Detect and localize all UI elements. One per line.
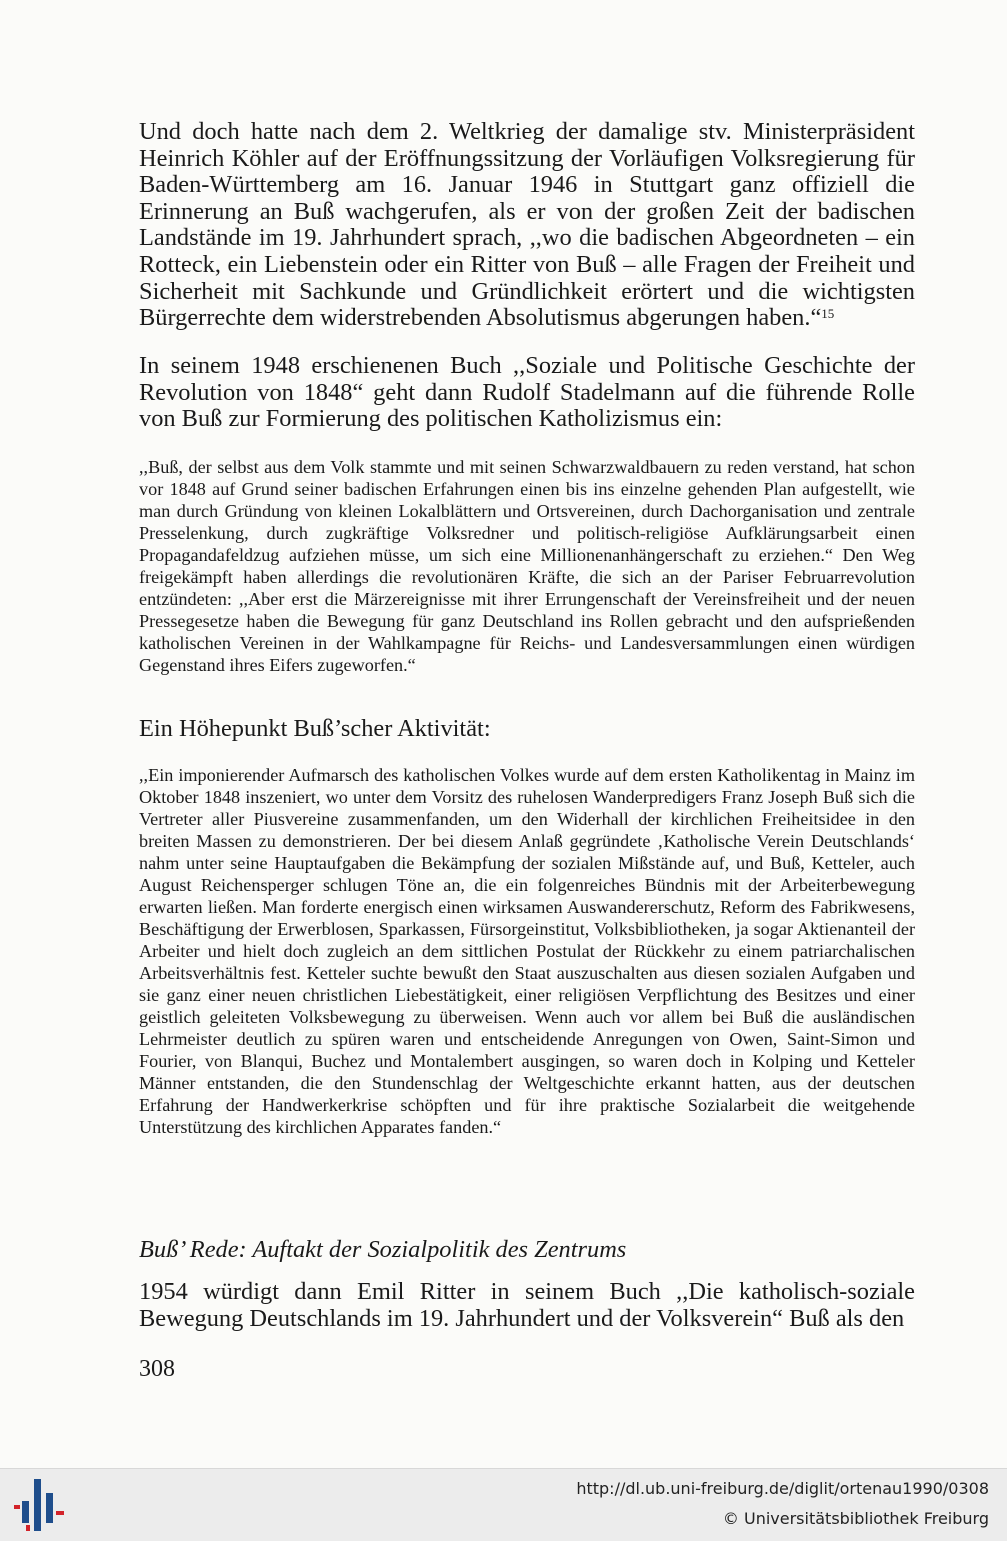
source-url-link[interactable]: http://dl.ub.uni-freiburg.de/diglit/ortenau1990/0308 bbox=[576, 1479, 989, 1498]
footnote-reference[interactable]: 15 bbox=[821, 306, 835, 322]
blockquote-stadelmann-text: ,,Buß, der selbst aus dem Volk stammte und mit seinen Schwarzwaldbauern zu reden verstand, hat schon vor 1848 auf Grund seiner badischen Erfahrungen einen bis ins einzelne gehenden Plan aufgestellt, wie man durch Gründung von kleinen Lokalblättern und Ortsvereinen, durch Dachorganisation und zentrale Presselenkung, durch zugkräftige Volksredner und politisch-religiöse Aufklärungsarbeit einen Propagandafeldzug aufziehen müsse, um sich eine Millionenanhängerschaft zu erziehen.“ Den Weg freigekämpft haben allerdings die revolutionären Kräfte, die sich an der Pariser Februarrevolution entzündeten: ,,Aber erst die Märzereignisse mit ihrer Errungenschaft der Vereinsfreiheit und der neuen Pressegesetze haben die Bewegung für ganz Deutschland ins Rollen gebracht und den aufsprießenden katholischen Vereinen in der Wahlkampagne für Reichs- und Landesversammlungen einen würdigen Gegenstand ihres Eifers zugeworfen.“ bbox=[139, 457, 915, 675]
page-number: 308 bbox=[139, 1356, 175, 1382]
section-heading bbox=[139, 1236, 915, 1263]
subheading-hoehepunkt-text: Ein Höhepunkt Buß’scher Aktivität: bbox=[139, 715, 491, 742]
paragraph-stadelmann bbox=[139, 353, 915, 433]
blockquote-katholikentag-text: ,,Ein imponierender Aufmarsch des katholischen Volkes wurde auf dem ersten Katholikentag in Mainz im Oktober 1848 inszeniert, wo unter dem Vorsitz des ruhelosen Wanderpredigers Franz Joseph Buß sich die Vertreter aller Piusvereine zusammenfanden, um den Widerhall der kirchlichen Freiheitsidee in den breiten Massen zu demonstrieren. Der bei diesem Anlaß gegründete ‚Katholische Verein Deutschlands‘ nahm unter seine Hauptaufgaben die Bekämpfung der sozialen Mißstände auf, und Buß, Ketteler, auch August Reichensperger schlugen Töne an, die ein folgenreiches Bündnis mit der Arbeiterbewegung erwarten ließen. Man forderte energisch einen wirksamen Auswandererschutz, Reform des Fabrikwesens, Beschäftigung der Erwerblosen, Sparkassen, Fürsorgeinstitut, Volksbibliotheken, ja sogar Aktienanteil der Arbeiter und hielt doch zugleich an dem sittlichen Postulat der Rückkehr zu einem patriarchalischen Arbeitsverhältnis fest. Ketteler suchte bewußt den Staat auszuschalten aus diesen sozialen Aufgaben und sie ganz einer neuen christlichen Liebestätigkeit, einer religiösen Verpflichtung des Besitzes und einer geistlich geleiteten Volksbewegung zu überweisen. Wenn auch vor allem bei Buß die ausländischen Lehrmeister deutlich zu spüren waren und entscheidende Anregungen von Owen, Saint-Simon und Fourier, von Blanqui, Buchez und Montalembert ausgingen, so waren doch in Kolping und Ketteler Männer entstanden, die den Stundenschlag der Weltgeschichte erkannt hatten, aus der deutschen Erfahrung der Handwerkerkrise schöpften und für ihre praktische Sozialarbeit die weitgehende Unterstützung des kirchlichen Apparates fanden.“ bbox=[139, 765, 915, 1137]
paragraph-ritter-text: 1954 würdigt dann Emil Ritter in seinem Buch ,,Die katholisch-soziale Bewegung Deutschlands im 19. Jahrhundert und der Volksverein“ Buß als den bbox=[139, 1278, 915, 1332]
paragraph-stadelmann-text: In seinem 1948 erschienenen Buch ,,Soziale und Politische Geschichte der Revolution von 1848“ geht dann Rudolf Stadelmann auf die führende Rolle von Buß zur Formierung des politischen Katholizismus ein: bbox=[139, 352, 915, 433]
subheading-hoehepunkt bbox=[139, 715, 915, 742]
blockquote-katholikentag bbox=[139, 764, 915, 1138]
library-logo-icon bbox=[12, 1475, 66, 1535]
copyright-notice: © Universitätsbibliothek Freiburg bbox=[722, 1509, 989, 1528]
paragraph-ritter bbox=[139, 1279, 915, 1332]
section-heading-text: Buß’ Rede: Auftakt der Sozialpolitik des Zentrums bbox=[139, 1236, 627, 1263]
footer-bar bbox=[0, 1468, 1007, 1541]
blockquote-stadelmann bbox=[139, 456, 915, 676]
paragraph-koehler bbox=[139, 119, 915, 332]
paragraph-koehler-text: Und doch hatte nach dem 2. Weltkrieg der damalige stv. Ministerpräsident Heinrich Köhler auf der Eröffnungssitzung der Vorläufigen Volksregierung für Baden-Württemberg am 16. Januar 1946 in Stuttgart ganz offiziell die Erinnerung an Buß wachgerufen, als er von der großen Zeit der badischen Landstände im 19. Jahrhundert sprach, ,,wo die badischen Abgeordneten – ein Rotteck, ein Liebenstein oder ein Ritter von Buß – alle Fragen der Freiheit und Sicherheit mit Sachkunde und Gründlichkeit erörtert und die wichtigsten Bürgerrechte dem widerstrebenden Absolutismus abgerungen haben.“ bbox=[139, 118, 915, 332]
